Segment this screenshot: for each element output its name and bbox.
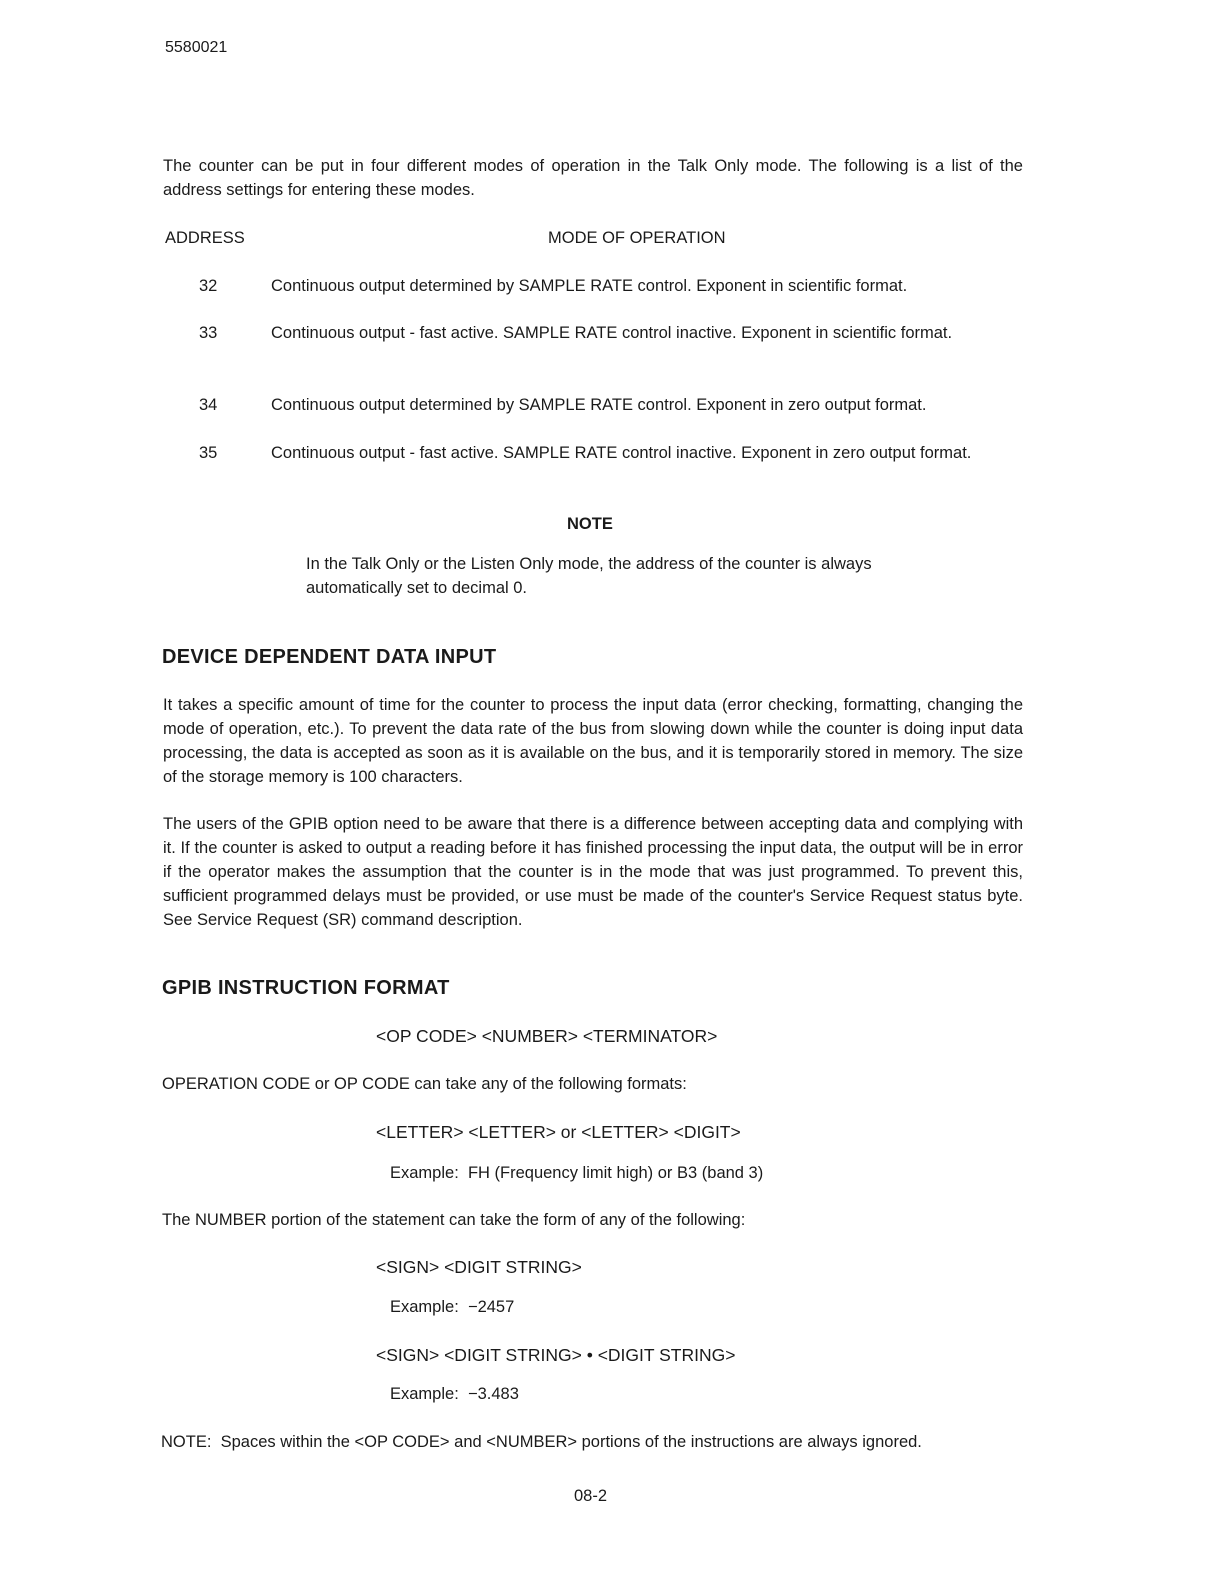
opcode-format: <LETTER> <LETTER> or <LETTER> <DIGIT> <box>376 1122 741 1142</box>
mode-description: Continuous output - fast active. SAMPLE RATE control inactive. Exponent in scientific format. <box>271 324 953 342</box>
document-number: 5580021 <box>165 39 228 56</box>
mode-description: Continuous output determined by SAMPLE RATE control. Exponent in scientific format. <box>271 277 908 295</box>
mode-address: 33 <box>199 324 218 342</box>
column-header-mode: MODE OF OPERATION <box>548 229 726 247</box>
mode-address: 32 <box>199 277 218 295</box>
opcode-intro: OPERATION CODE or OP CODE can take any of the following formats: <box>162 1075 687 1093</box>
intro-paragraph: The counter can be put in four different modes of operation in the Talk Only mode. The following is a list of the address settings for entering these modes. <box>163 157 1023 199</box>
page-number: 08-2 <box>574 1487 608 1505</box>
opcode-example: Example: FH (Frequency limit high) or B3 (band 3) <box>390 1164 764 1182</box>
mode-address: 35 <box>199 444 218 462</box>
spaces-note: NOTE: Spaces within the <OP CODE> and <NUMBER> portions of the instructions are always ignored. <box>161 1433 922 1451</box>
number-example-decimal: Example: −3.483 <box>390 1385 519 1403</box>
section-heading-device-dependent-data-input: DEVICE DEPENDENT DATA INPUT <box>162 646 497 668</box>
mode-description: Continuous output - fast active. SAMPLE RATE control inactive. Exponent in zero output format. <box>271 444 972 462</box>
note-text: In the Talk Only or the Listen Only mode, the address of the counter is always automatically set to decimal 0. <box>306 555 872 597</box>
mode-description: Continuous output determined by SAMPLE RATE control. Exponent in zero output format. <box>271 396 927 414</box>
note-title: NOTE <box>567 515 613 533</box>
column-header-address: ADDRESS <box>165 229 245 247</box>
number-format-decimal: <SIGN> <DIGIT STRING> • <DIGIT STRING> <box>376 1345 736 1365</box>
number-intro: The NUMBER portion of the statement can take the form of any of the following: <box>162 1211 746 1229</box>
data-input-paragraph-1: It takes a specific amount of time for the counter to process the input data (error checking, formatting, changing the mode of operation, etc.). To prevent the data rate of the bus from slowing down while the counter is doing input data processing, the data is accepted as soon as it is available on the bus, and it is temporarily stored in memory. The size of the storage memory is 100 characters. <box>163 696 1023 786</box>
number-example-integer: Example: −2457 <box>390 1298 515 1316</box>
mode-address: 34 <box>199 396 218 414</box>
number-format-integer: <SIGN> <DIGIT STRING> <box>376 1257 582 1277</box>
data-input-paragraph-2: The users of the GPIB option need to be aware that there is a difference between accepting data and complying with it. If the counter is asked to output a reading before it has finished processing the input data, the output will be in error if the operator makes the assumption that the counter is in the mode that was just programmed. To prevent this, sufficient programmed delays must be provided, or use must be made of the counter's Service Request status byte. See Service Request (SR) command description. <box>163 815 1023 929</box>
instruction-format: <OP CODE> <NUMBER> <TERMINATOR> <box>376 1026 718 1046</box>
section-heading-gpib-instruction-format: GPIB INSTRUCTION FORMAT <box>162 977 450 999</box>
